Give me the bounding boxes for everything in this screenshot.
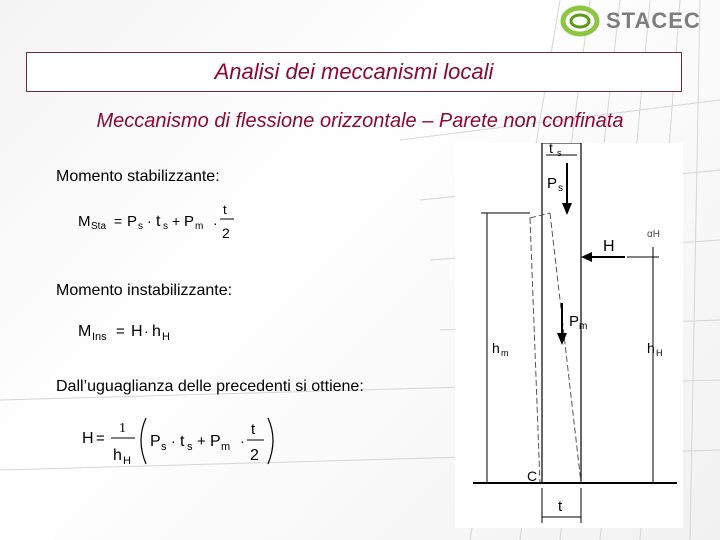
h-one: 1 <box>119 421 126 436</box>
alpha-label: αH <box>647 229 661 240</box>
formula-mins <box>76 316 216 346</box>
mins-dot: · <box>144 323 149 339</box>
msta-dot: · <box>147 213 152 229</box>
formula-msta <box>76 198 256 244</box>
ps-sub: s <box>558 183 563 194</box>
hH-sub: H <box>656 348 663 358</box>
msta-eq: = <box>114 213 123 229</box>
h-lhs: H <box>82 430 94 447</box>
h-dot: · <box>171 433 176 449</box>
c-point-label: C <box>527 468 538 484</box>
t-label: t <box>558 498 563 515</box>
h-hh: h <box>113 447 122 464</box>
pm-label: P <box>569 313 580 330</box>
deformed-left <box>530 218 540 483</box>
logo-text: STACEC <box>606 8 701 33</box>
h-den: 2 <box>250 447 259 464</box>
h-ts-sub: s <box>187 441 193 453</box>
h-hh-sub: H <box>123 455 131 467</box>
mins-h: H <box>131 323 143 340</box>
msta-den: 2 <box>222 225 230 241</box>
msta-lhs: M <box>78 213 91 230</box>
title-box <box>26 52 682 92</box>
wall-diagram <box>455 143 683 528</box>
ts-label: t <box>549 143 553 156</box>
msta-pm: P <box>184 213 195 230</box>
mins-hh: h <box>152 323 161 340</box>
msta-ps: P <box>127 213 138 230</box>
mins-lhs: M <box>78 323 92 340</box>
h-ps-sub: s <box>161 441 167 453</box>
hm-label: h <box>492 340 500 356</box>
h-lparen <box>141 418 146 464</box>
label-stabilizing: Momento stabilizzante: <box>56 168 220 185</box>
h-num: t <box>251 421 256 438</box>
h-force-label: H <box>603 238 615 255</box>
page-subtitle: Meccanismo di flessione orizzontale – Parete non confinata <box>96 110 624 132</box>
h-pm-sub: m <box>221 441 231 453</box>
msta-plus: + <box>172 213 181 229</box>
mins-lhs-sub: Ins <box>92 331 107 343</box>
label-equality: Dall’uguaglianza delle precedenti si ottiene: <box>56 378 364 395</box>
mins-eq: = <box>116 323 125 340</box>
ps-label: P <box>547 175 558 192</box>
h-plus: + <box>197 433 206 450</box>
h-pm: P <box>210 433 221 450</box>
h-ps: P <box>150 433 161 450</box>
msta-ps-sub: s <box>138 221 143 232</box>
hm-sub: m <box>501 348 509 358</box>
msta-pm-sub: m <box>195 221 204 232</box>
h-ts: t <box>180 433 185 450</box>
pm-sub: m <box>579 321 588 332</box>
h-rparen <box>268 418 273 464</box>
h-dot2: · <box>240 433 245 449</box>
msta-dot2: · <box>213 215 218 231</box>
ts-sub: s <box>557 148 562 158</box>
msta-lhs-sub: Sta <box>91 221 107 232</box>
deformed-right <box>550 213 581 483</box>
formula-h <box>80 412 280 472</box>
msta-ts: t <box>156 213 161 230</box>
msta-ts-sub: s <box>163 221 168 232</box>
mins-hh-sub: H <box>162 331 170 343</box>
h-eq: = <box>96 430 105 447</box>
hH-label: h <box>647 340 655 356</box>
msta-num: t <box>223 202 227 217</box>
page-title: Analisi dei meccanismi locali <box>214 59 494 84</box>
label-destabilizing: Momento instabilizzante: <box>56 282 233 299</box>
